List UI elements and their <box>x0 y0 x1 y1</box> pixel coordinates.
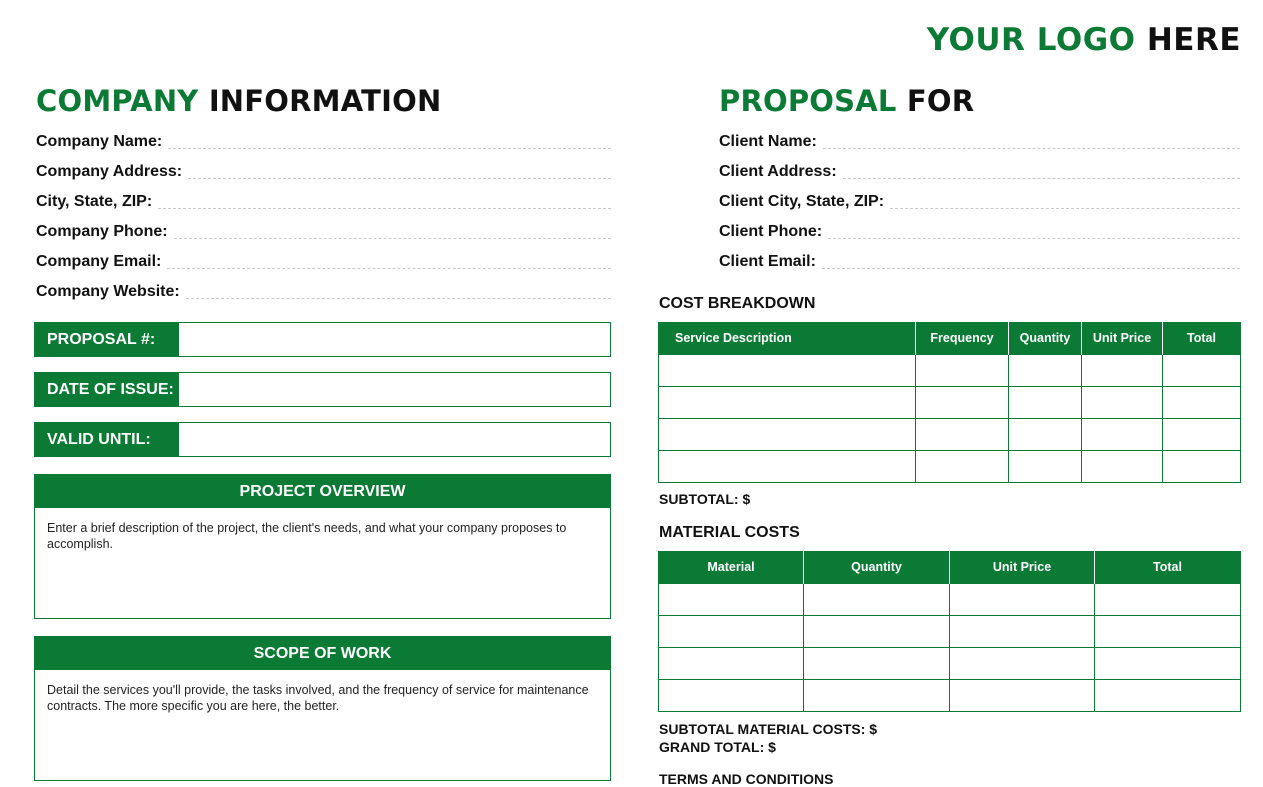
proposal-number-row <box>34 322 611 357</box>
table-row <box>659 386 1241 418</box>
field-label: Client Email: <box>719 253 816 270</box>
client-phone-field[interactable] <box>719 220 1240 242</box>
table-cell[interactable] <box>1163 450 1241 482</box>
cost-breakdown-table <box>658 322 1241 483</box>
table-cell[interactable] <box>916 418 1009 450</box>
table-cell[interactable] <box>1009 450 1082 482</box>
company-email-field[interactable] <box>36 250 611 272</box>
company-name-field[interactable] <box>36 130 611 152</box>
table-row <box>659 354 1241 386</box>
table-cell[interactable] <box>950 679 1095 711</box>
city-state-zip-field[interactable] <box>36 190 611 212</box>
field-line <box>823 148 1240 149</box>
valid-until-input[interactable] <box>179 423 610 456</box>
table-cell[interactable] <box>1082 386 1163 418</box>
logo-part-black: HERE <box>1146 22 1241 58</box>
field-line <box>890 208 1240 209</box>
field-line <box>174 238 611 239</box>
client-address-field[interactable] <box>719 160 1240 182</box>
header-unit-price: Unit Price <box>1082 322 1163 354</box>
company-website-field[interactable] <box>36 280 611 302</box>
table-cell[interactable] <box>659 679 804 711</box>
company-address-field[interactable] <box>36 160 611 182</box>
table-cell[interactable] <box>659 354 916 386</box>
table-row <box>659 450 1241 482</box>
valid-until-row <box>34 422 611 457</box>
table-cell[interactable] <box>1009 354 1082 386</box>
field-label: Client City, State, ZIP: <box>719 193 885 210</box>
table-cell[interactable] <box>804 679 950 711</box>
table-row <box>659 583 1241 615</box>
date-of-issue-row <box>34 372 611 407</box>
table-row <box>659 679 1241 711</box>
terms-and-conditions: TERMS AND CONDITIONS <box>659 771 834 787</box>
table-cell[interactable] <box>1009 418 1082 450</box>
table-cell[interactable] <box>659 615 804 647</box>
material-subtotal: SUBTOTAL MATERIAL COSTS: $ <box>659 721 878 737</box>
cost-subtotal: SUBTOTAL: $ <box>659 491 751 507</box>
table-cell[interactable] <box>916 386 1009 418</box>
scope-of-work-heading: SCOPE OF WORK <box>35 637 610 670</box>
field-label: Company Address: <box>36 163 183 180</box>
field-label: City, State, ZIP: <box>36 193 153 210</box>
cost-breakdown-title: COST BREAKDOWN <box>659 295 816 312</box>
client-name-field[interactable] <box>719 130 1240 152</box>
field-line <box>188 178 611 179</box>
proposal-number-input[interactable] <box>179 323 610 356</box>
table-cell[interactable] <box>659 450 916 482</box>
field-label: Company Website: <box>36 283 180 300</box>
table-cell[interactable] <box>659 386 916 418</box>
table-cell[interactable] <box>1009 386 1082 418</box>
table-cell[interactable] <box>950 647 1095 679</box>
project-overview-panel <box>34 474 611 619</box>
field-line <box>828 238 1240 239</box>
table-cell[interactable] <box>1082 418 1163 450</box>
header-unit-price: Unit Price <box>950 551 1095 583</box>
logo <box>927 22 1241 58</box>
table-cell[interactable] <box>659 583 804 615</box>
field-label: Client Name: <box>719 133 817 150</box>
grand-total: GRAND TOTAL: $ <box>659 739 776 755</box>
table-cell[interactable] <box>1095 583 1241 615</box>
field-line <box>186 298 611 299</box>
company-phone-field[interactable] <box>36 220 611 242</box>
table-cell[interactable] <box>916 354 1009 386</box>
header-total: Total <box>1095 551 1241 583</box>
table-cell[interactable] <box>1095 615 1241 647</box>
header-service-description: Service Description <box>659 322 916 354</box>
table-cell[interactable] <box>950 583 1095 615</box>
header-quantity: Quantity <box>1009 322 1082 354</box>
field-line <box>843 178 1240 179</box>
field-line <box>168 148 611 149</box>
field-label: Client Address: <box>719 163 837 180</box>
scope-of-work-panel <box>34 636 611 781</box>
scope-of-work-text[interactable]: Detail the services you'll provide, the tasks involved, and the frequency of service for maintenance contracts. The more specific you are here, the better. <box>47 683 589 713</box>
table-cell[interactable] <box>1163 418 1241 450</box>
proposal-number-label: PROPOSAL #: <box>35 323 179 356</box>
table-cell[interactable] <box>1163 354 1241 386</box>
table-cell[interactable] <box>804 583 950 615</box>
date-of-issue-label: DATE OF ISSUE: <box>35 373 179 406</box>
material-costs-title: MATERIAL COSTS <box>659 524 800 541</box>
table-cell[interactable] <box>1082 450 1163 482</box>
valid-until-label: VALID UNTIL: <box>35 423 179 456</box>
table-cell[interactable] <box>659 647 804 679</box>
date-of-issue-input[interactable] <box>179 373 610 406</box>
proposal-title-green: PROPOSAL <box>719 84 897 118</box>
table-cell[interactable] <box>1095 679 1241 711</box>
logo-part-green: YOUR LOGO <box>926 22 1136 58</box>
material-costs-table <box>658 551 1241 712</box>
field-label: Company Name: <box>36 133 163 150</box>
project-overview-text[interactable]: Enter a brief description of the project, the client's needs, and what your company proposes to accomplish. <box>47 521 567 551</box>
table-row <box>659 647 1241 679</box>
table-cell[interactable] <box>804 615 950 647</box>
table-cell[interactable] <box>1163 386 1241 418</box>
table-cell[interactable] <box>804 647 950 679</box>
header-total: Total <box>1163 322 1241 354</box>
table-cell[interactable] <box>1082 354 1163 386</box>
table-cell[interactable] <box>950 615 1095 647</box>
project-overview-heading: PROJECT OVERVIEW <box>35 475 610 508</box>
company-title-green: COMPANY <box>36 84 199 118</box>
table-cell[interactable] <box>659 418 916 450</box>
header-quantity: Quantity <box>804 551 950 583</box>
proposal-for-title <box>719 84 974 118</box>
table-row <box>659 615 1241 647</box>
client-email-field[interactable] <box>719 250 1240 272</box>
company-info-title <box>36 84 441 118</box>
field-line <box>822 268 1240 269</box>
header-frequency: Frequency <box>916 322 1009 354</box>
field-label: Client Phone: <box>719 223 823 240</box>
table-cell[interactable] <box>1095 647 1241 679</box>
table-cell[interactable] <box>916 450 1009 482</box>
field-line <box>167 268 611 269</box>
proposal-title-black: FOR <box>906 84 975 118</box>
company-title-black: INFORMATION <box>208 84 442 118</box>
field-line <box>158 208 611 209</box>
header-material: Material <box>659 551 804 583</box>
table-row <box>659 418 1241 450</box>
field-label: Company Email: <box>36 253 162 270</box>
client-city-state-zip-field[interactable] <box>719 190 1240 212</box>
field-label: Company Phone: <box>36 223 168 240</box>
